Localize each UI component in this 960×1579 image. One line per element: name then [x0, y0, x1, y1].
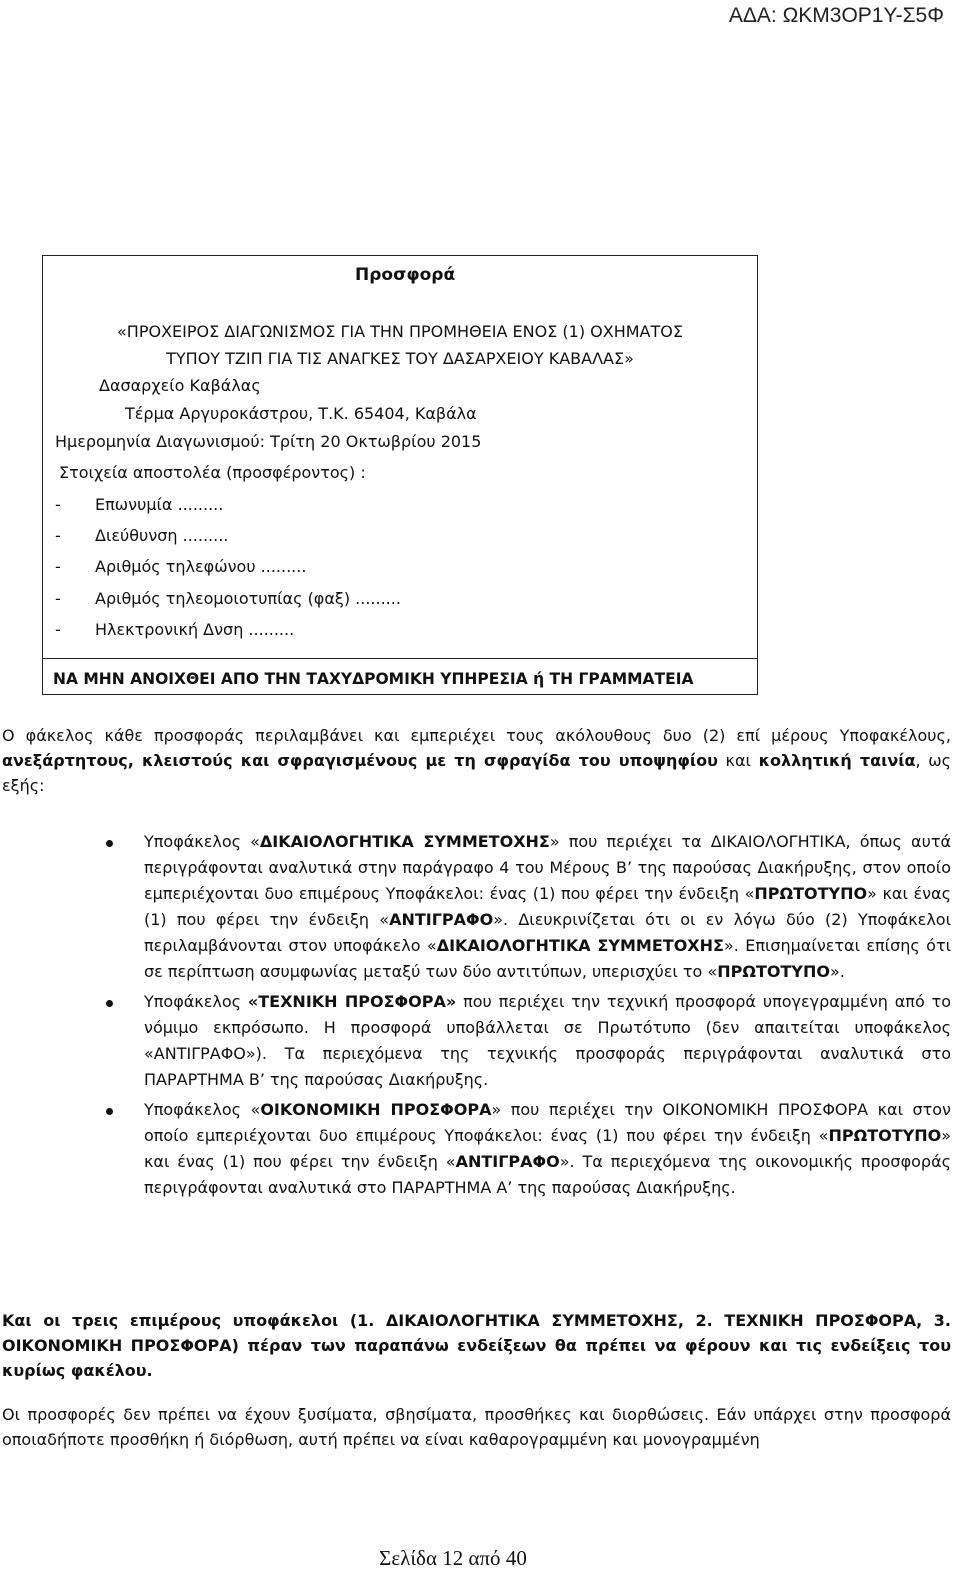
list-item	[0, 829, 951, 985]
page-footer	[0, 1546, 906, 1571]
field-dash: -	[55, 620, 61, 639]
intro-bold-2: κολλητική ταινία	[758, 751, 916, 770]
authority-name: Δασαρχείο Καβάλας	[99, 376, 261, 395]
field-email	[55, 620, 294, 640]
text: » που περιέχει τα ΔΙΚΑΙΟΛΟΓΗΤΙΚΑ, όπως αυτά περιγράφονται αναλυτικά στην παράγραφο 4 του Μέρους Β’ της παρούσας Διακήρυξης, στον οποίο εμπεριέχονται δυο επιμέρους Υποφάκελοι: ένας (1) που φέρει την ένδειξη «	[144, 832, 952, 903]
field-fax	[55, 589, 401, 609]
text: » που περιέχει την ΟΙΚΟΝΟΜΙΚΗ ΠΡΟΣΦΟΡΑ και στον οποίο εμπεριέχονται δυο επιμέρους Υποφάκελοι: ένας (1) που φέρει την ένδειξη «	[144, 1100, 951, 1145]
bullet-icon	[106, 840, 113, 847]
tender-title-line-1: «ΠΡΟΧΕΙΡΟΣ ΔΙΑΓΩΝΙΣΜΟΣ ΓΙΑ ΤΗΝ ΠΡΟΜΗΘΕΙΑ ΕΝΟΣ (1) ΟΧΗΜΑΤΟΣ	[117, 322, 683, 341]
text: Υποφάκελος	[144, 992, 248, 1011]
text: που περιέχει την τεχνική προσφορά υπογεγραμμένη από το νόμιμο εκπρόσωπο. Η προσφορά υποβάλλεται σε Πρωτότυπο (δεν απαιτείται υποφάκελος «ΑΝΤΙΓΡΑΦΟ»). Τα περιεχόμενα της τεχνικής προσφοράς περιγράφονται αναλυτικά στο ΠΑΡΑΡΤΗΜΑ Β’ της παρούσας Διακήρυξης.	[144, 992, 952, 1089]
page-number: 12	[442, 1546, 464, 1570]
text: ». Επισημαίνεται επίσης ότι σε περίπτωση ασυμφωνίας μεταξύ των δύο αντιτύπων, υπερισχύει το «	[144, 936, 952, 981]
ada-header: ΑΔΑ: ΩΚΜ3ΟΡ1Υ-Σ5Φ	[728, 4, 944, 27]
intro-end: , ως εξής:	[2, 751, 952, 795]
bold-text: ΔΙΚΑΙΟΛΟΓΗΤΙΚΑ ΣΥΜΜΕΤΟΧΗΣ	[259, 832, 550, 851]
field-dash: -	[55, 526, 61, 545]
text: ». Διευκρινίζεται ότι οι εν λόγω δύο (2) Υποφάκελοι περιλαμβάνονται στον υποφάκελο «	[144, 910, 952, 955]
bold-text: ΠΡΩΤΟΤΥΠΟ	[717, 962, 830, 981]
do-not-open-warning: ΝΑ ΜΗΝ ΑΝΟΙΧΘΕΙ ΑΠΟ ΤΗΝ ΤΑΧΥΔΡΟΜΙΚΗ ΥΠΗΡΕΣΙΑ ή ΤΗ ΓΡΑΜΜΑΤΕΙΑ	[53, 670, 694, 688]
text: » και ένας (1) που φέρει την ένδειξη «	[144, 884, 951, 929]
page-total: 40	[505, 1546, 527, 1570]
authority-address: Τέρμα Αργυροκάστρου, Τ.Κ. 65404, Καβάλα	[125, 404, 477, 423]
field-company-name	[55, 495, 223, 515]
text: Υποφάκελος «	[144, 832, 260, 851]
bold-text: «ΤΕΧΝΙΚΗ ΠΡΟΣΦΟΡΑ»	[247, 992, 457, 1011]
field-label: Επωνυμία .........	[95, 495, 224, 514]
intro-text: Ο φάκελος κάθε προσφοράς περιλαμβάνει και εμπεριέχει τους ακόλουθους δυο (2) επί μέρους Υποφακέλους,	[2, 726, 951, 745]
field-phone	[55, 557, 306, 577]
bullet-icon	[106, 1000, 113, 1007]
tender-title-line-2: ΤΥΠΟΥ ΤΖΙΠ ΓΙΑ ΤΙΣ ΑΝΑΓΚΕΣ ΤΟΥ ΔΑΣΑΡΧΕΙΟΥ ΚΑΒΑΛΑΣ»	[166, 349, 634, 368]
intro-paragraph	[2, 723, 951, 798]
offer-envelope-box	[42, 255, 758, 695]
bold-text: ΑΝΤΙΓΡΑΦΟ	[455, 1152, 560, 1171]
text: Υποφάκελος «	[144, 1100, 261, 1119]
list-item	[0, 1097, 951, 1201]
bold-text: ΑΝΤΙΓΡΑΦΟ	[389, 910, 494, 929]
page-label: Σελίδα	[379, 1546, 443, 1570]
closing-paragraph: Οι προσφορές δεν πρέπει να έχουν ξυσίματα, σβησίματα, προσθήκες και διορθώσεις. Εάν υπάρχει στην προσφορά οποιαδήποτε προσθήκη ή διόρθωση, αυτή πρέπει να είναι καθαρογραμμένη και μονογραμμένη	[2, 1405, 951, 1449]
bold-text: ΔΙΚΑΙΟΛΟΓΗΤΙΚΑ ΣΥΜΜΕΤΟΧΗΣ	[436, 936, 724, 955]
summary-paragraph: Και οι τρεις επιμέρους υποφάκελοι (1. ΔΙΚΑΙΟΛΟΓΗΤΙΚΑ ΣΥΜΜΕΤΟΧΗΣ, 2. ΤΕΧΝΙΚΗ ΠΡΟΣΦΟΡΑ, 3. ΟΙΚΟΝΟΜΙΚΗ ΠΡΟΣΦΟΡΑ) πέραν των παραπάνω ενδείξεων θα πρέπει να φέρουν και τις ενδείξεις του κυρίως φακέλου.	[2, 1311, 951, 1380]
bold-text: ΠΡΩΤΟΤΥΠΟ	[828, 1126, 942, 1145]
bullet-icon	[106, 1108, 113, 1115]
text: ».	[829, 962, 845, 981]
field-label: Διεύθυνση .........	[95, 526, 229, 545]
field-label: Ηλεκτρονική Δνση .........	[95, 620, 295, 639]
box-title: Προσφορά	[355, 265, 456, 285]
field-dash: -	[55, 589, 61, 608]
intro-mid: και	[717, 751, 759, 770]
page-of-label: από	[463, 1546, 506, 1570]
bold-text: ΟΙΚΟΝΟΜΙΚΗ ΠΡΟΣΦΟΡΑ	[260, 1100, 492, 1119]
sender-details-label: Στοιχεία αποστολέα (προσφέροντος) :	[59, 463, 366, 482]
box-divider	[43, 658, 757, 659]
bold-text: ΠΡΩΤΟΤΥΠΟ	[754, 884, 868, 903]
intro-bold-1: ανεξάρτητους, κλειστούς και σφραγισμένους με τη σφραγίδα του υποψηφίου	[2, 751, 718, 770]
text: ». Τα περιεχόμενα της οικονομικής προσφοράς περιγράφονται αναλυτικά στο ΠΑΡΑΡΤΗΜΑ Α’ της παρούσας Διακήρυξης.	[144, 1152, 952, 1197]
field-dash: -	[55, 495, 61, 514]
field-label: Αριθμός τηλεομοιοτυπίας (φαξ) .........	[95, 589, 401, 608]
field-dash: -	[55, 557, 61, 576]
sub-envelope-list	[0, 829, 951, 1205]
tender-date: Ημερομηνία Διαγωνισμού: Τρίτη 20 Οκτωβρίου 2015	[55, 432, 482, 451]
field-address	[55, 526, 228, 546]
field-label: Αριθμός τηλεφώνου .........	[95, 557, 307, 576]
text: » και ένας (1) που φέρει την ένδειξη «	[144, 1126, 951, 1171]
list-item	[0, 989, 951, 1093]
